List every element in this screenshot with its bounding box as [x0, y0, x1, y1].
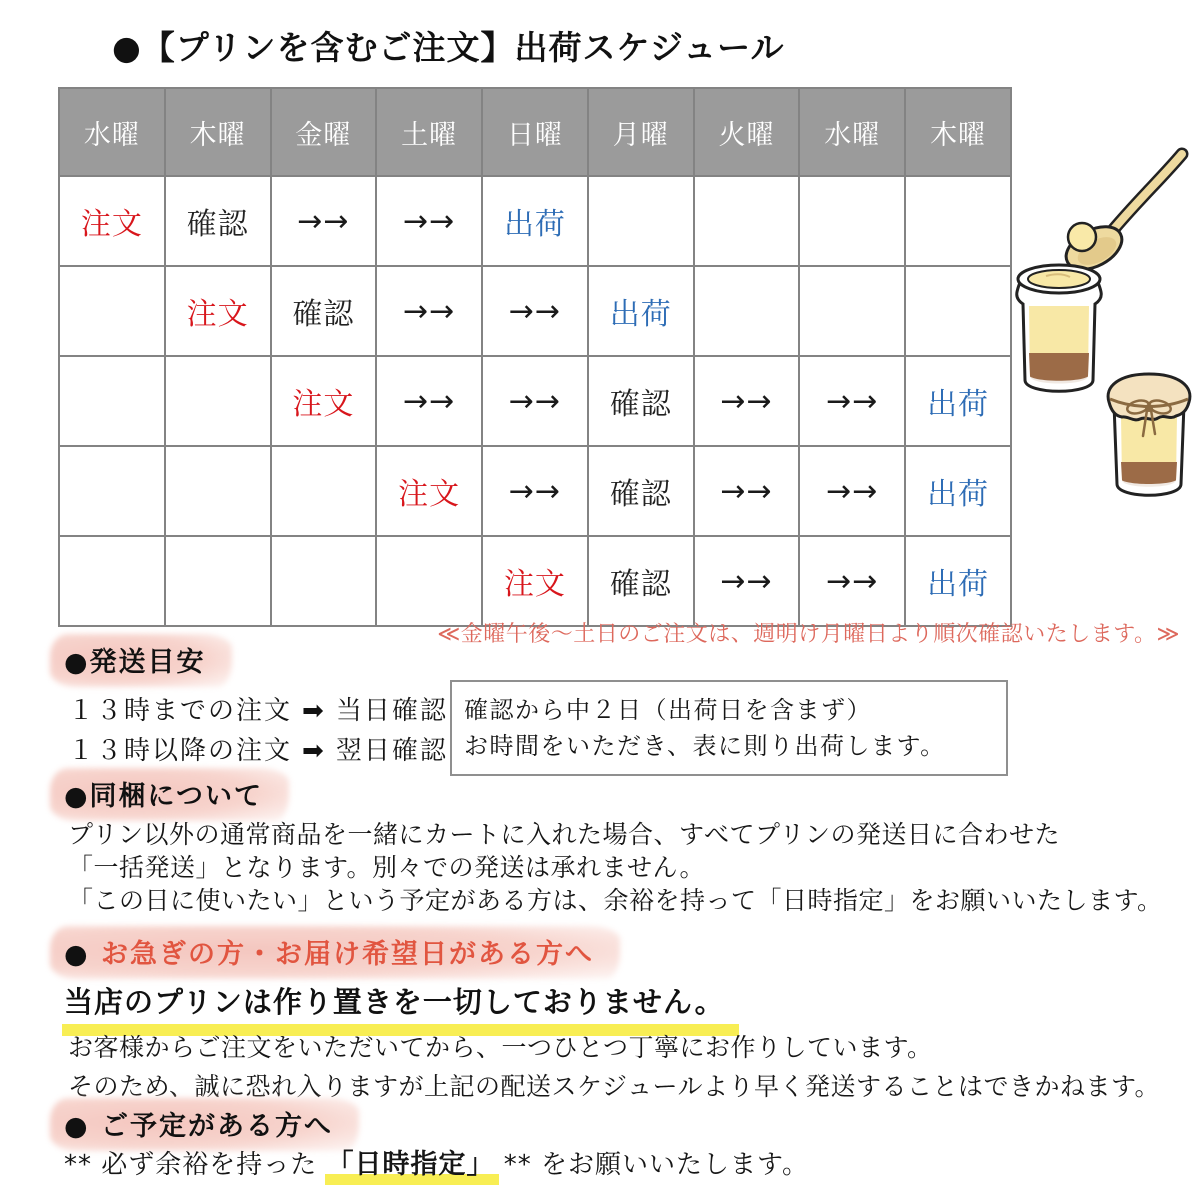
order-cell: 注文 [376, 446, 482, 536]
bundling-paragraph [68, 818, 1163, 917]
day-header: 木曜 [905, 88, 1011, 176]
confirmation-to-ship-box [450, 680, 1008, 776]
arrow-cell: →→ [482, 446, 588, 536]
page-title: ●【プリンを含むご注文】出荷スケジュール [112, 28, 785, 67]
box-line2: お時間をいただき、表に則り出荷します。 [464, 732, 946, 760]
order-cell: 注文 [59, 176, 165, 266]
ship-cell: 出荷 [482, 176, 588, 266]
schedule-body [59, 176, 1011, 626]
bundling-line1: プリン以外の通常商品を一緒にカートに入れた場合、すべてプリンの発送日に合わせた [68, 820, 1061, 849]
pudding-jar-open-icon [1017, 265, 1102, 391]
day-header: 金曜 [271, 88, 377, 176]
confirm-cell: 確認 [271, 266, 377, 356]
empty-cell [271, 446, 377, 536]
day-header: 水曜 [799, 88, 905, 176]
shipping-schedule-table [58, 87, 1012, 627]
plan-line-post: ** をお願いいたします。 [494, 1150, 809, 1180]
plan-heading-label: ご予定がある方へ [89, 1111, 333, 1142]
day-header: 水曜 [59, 88, 165, 176]
order-cell: 注文 [271, 356, 377, 446]
guide-line-after-13 [68, 730, 448, 767]
urgent-heading [64, 932, 594, 971]
box-line1: 確認から中２日（出荷日を含まず） [464, 696, 872, 724]
arrow-cell: →→ [376, 176, 482, 266]
arrow-cell: →→ [799, 536, 905, 626]
ship-cell: 出荷 [905, 536, 1011, 626]
shipping-guide-heading [64, 640, 206, 679]
bundling-line3: 「この日に使いたい」という予定がある方は、余裕を持って「日時指定」をお願いいたします。 [68, 886, 1163, 915]
confirm-cell: 確認 [588, 446, 694, 536]
bundling-heading [64, 774, 263, 813]
urgent-heading-text [64, 932, 594, 971]
urgent-line1: お客様からご注文をいただいてから、一つひとつ丁寧にお作りしています。 [68, 1033, 933, 1062]
arrow-right-icon: ➡ [302, 736, 326, 766]
pudding-jar-covered-icon [1108, 374, 1190, 495]
empty-cell [799, 266, 905, 356]
ship-cell: 出荷 [905, 446, 1011, 536]
empty-cell [165, 446, 271, 536]
day-header: 日曜 [482, 88, 588, 176]
ship-cell: 出荷 [905, 356, 1011, 446]
wooden-spoon-icon [1059, 154, 1182, 278]
no-premade-statement [64, 980, 725, 1027]
confirm-cell: 確認 [588, 356, 694, 446]
date-designation-line [64, 1142, 809, 1181]
bullet-icon: ● [64, 939, 90, 970]
empty-cell [165, 536, 271, 626]
day-header: 木曜 [165, 88, 271, 176]
empty-cell [905, 176, 1011, 266]
guide-line1-right: 当日確認 [335, 696, 448, 726]
urgent-line2: そのため、誠に恐れ入りますが上記の配送スケジュールより早く発送することはできかねます。 [68, 1072, 1161, 1101]
weekend-order-note: ≪金曜午後〜土日のご注文は、週明け月曜日より順次確認いたします。≫ [437, 622, 1180, 647]
empty-cell [694, 266, 800, 356]
empty-cell [59, 536, 165, 626]
guide-line1-left: １３時までの注文 [68, 696, 293, 726]
empty-cell [271, 536, 377, 626]
day-header: 火曜 [694, 88, 800, 176]
urgent-heading-red-text: お急ぎの方・お届け希望日がある方へ [89, 939, 594, 970]
ship-cell: 出荷 [588, 266, 694, 356]
arrow-cell: →→ [694, 536, 800, 626]
guide-line2-left: １３時以降の注文 [68, 736, 293, 766]
empty-cell [59, 356, 165, 446]
pudding-illustrations [1008, 140, 1196, 512]
plan-heading [64, 1104, 333, 1143]
schedule-row [59, 446, 1011, 536]
date-designation-highlight: 「日時指定」 [327, 1142, 495, 1181]
schedule-row [59, 176, 1011, 266]
confirm-cell: 確認 [588, 536, 694, 626]
empty-cell [59, 446, 165, 536]
guide-line-before-13 [68, 690, 448, 727]
arrow-cell: →→ [271, 176, 377, 266]
empty-cell [165, 356, 271, 446]
empty-cell [694, 176, 800, 266]
schedule-row [59, 266, 1011, 356]
order-cell: 注文 [482, 536, 588, 626]
schedule-row [59, 356, 1011, 446]
arrow-cell: →→ [482, 266, 588, 356]
empty-cell [799, 176, 905, 266]
arrow-cell: →→ [376, 266, 482, 356]
confirm-cell: 確認 [165, 176, 271, 266]
arrow-right-icon: ➡ [302, 696, 326, 726]
urgent-paragraph [68, 1028, 1160, 1106]
plan-line-pre: ** 必ず余裕を持った [64, 1150, 327, 1180]
plan-heading-text [64, 1104, 333, 1143]
no-premade-statement-text: 当店のプリンは作り置きを一切しておりません。 [64, 980, 725, 1027]
schedule-header-row [59, 88, 1011, 176]
arrow-cell: →→ [799, 446, 905, 536]
guide-line2-right: 翌日確認 [335, 736, 448, 766]
order-cell: 注文 [165, 266, 271, 356]
day-header: 土曜 [376, 88, 482, 176]
bullet-icon: ● [64, 1111, 90, 1142]
bundling-line2: 「一括発送」となります。別々での発送は承れません。 [68, 853, 706, 882]
empty-cell [588, 176, 694, 266]
arrow-cell: →→ [799, 356, 905, 446]
arrow-cell: →→ [482, 356, 588, 446]
shipping-guide-heading-text: ●発送目安 [64, 640, 206, 679]
arrow-cell: →→ [376, 356, 482, 446]
empty-cell [905, 266, 1011, 356]
arrow-cell: →→ [694, 446, 800, 536]
schedule-row [59, 536, 1011, 626]
empty-cell [376, 536, 482, 626]
empty-cell [59, 266, 165, 356]
day-header: 月曜 [588, 88, 694, 176]
arrow-cell: →→ [694, 356, 800, 446]
bundling-heading-text: ●同梱について [64, 774, 263, 813]
